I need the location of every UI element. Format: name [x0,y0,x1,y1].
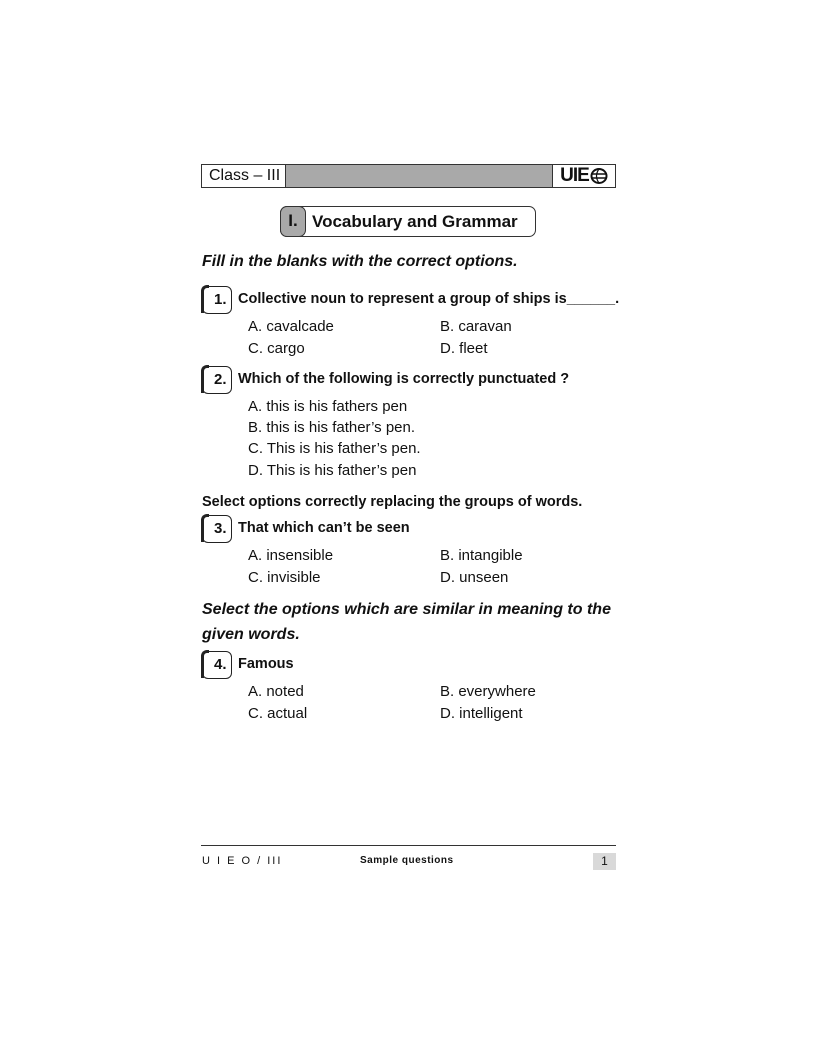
section-title [280,206,536,237]
option-c: C. invisible [248,569,321,586]
option-a: A. this is his fathers pen [248,398,408,415]
option-c: C. This is his father’s pen. [248,440,421,457]
footer-divider [201,845,616,846]
option-a: A. noted [248,683,304,700]
option-b: B. this is his father’s pen. [248,419,416,436]
section-number: I. [280,206,306,237]
instruction-fill-blanks: Fill in the blanks with the correct options. [202,253,518,270]
option-c: C. cargo [248,340,305,357]
question-number: 1. [214,291,227,308]
option-d: D. This is his father’s pen [248,462,417,479]
option-c: C. actual [248,705,308,722]
option-a: A. insensible [248,547,334,564]
option-d: D. fleet [440,340,488,357]
instruction-similar-meaning: Select the options which are similar in meaning to the [202,601,611,618]
option-a: A. cavalcade [248,318,334,335]
question-number: 3. [214,520,227,537]
logo-text: UIE [560,165,589,186]
option-d: D. intelligent [440,705,523,722]
instruction-similar-meaning-line2: given words. [202,626,300,643]
class-label: Class – III [202,165,286,187]
globe-icon [590,168,608,184]
uieo-logo [552,165,615,187]
option-b: B. caravan [440,318,512,335]
question-number-badge [202,515,232,543]
question-number: 4. [214,656,227,673]
footer-title: Sample questions [360,855,454,866]
question-number-badge [202,651,232,679]
question-text: Collective noun to represent a group of ships is______. [238,291,620,307]
question-number-badge [202,366,232,394]
question-text: Which of the following is correctly punctuated ? [238,371,570,387]
question-text: That which can’t be seen [238,520,410,536]
header-bar [201,164,616,188]
question-number: 2. [214,371,227,388]
option-b: B. everywhere [440,683,536,700]
option-b: B. intangible [440,547,523,564]
question-number-badge [202,286,232,314]
footer-code: U I E O / III [202,855,283,867]
section-heading: Vocabulary and Grammar [312,211,518,231]
page-number: 1 [593,853,616,870]
instruction-replace-groups: Select options correctly replacing the groups of words. [202,494,583,510]
option-d: D. unseen [440,569,509,586]
question-text: Famous [238,656,294,672]
